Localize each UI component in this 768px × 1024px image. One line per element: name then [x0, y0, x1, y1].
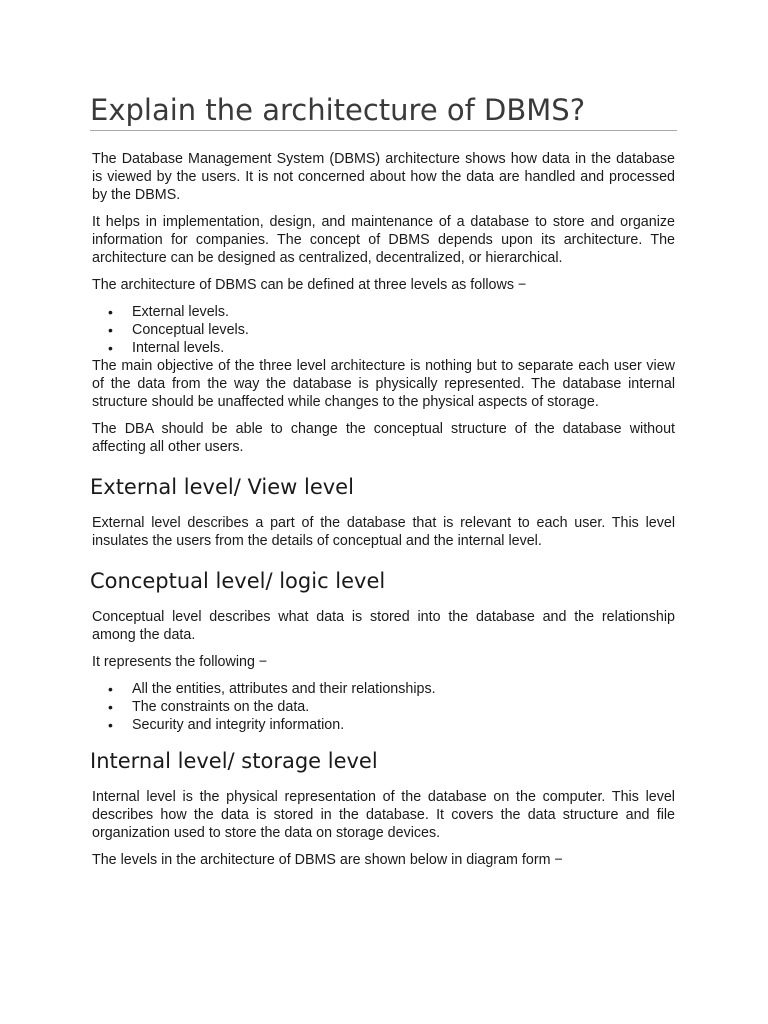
list-item	[108, 303, 675, 321]
list-item	[108, 716, 675, 734]
intro-paragraph-1: The Database Management System (DBMS) architecture shows how data in the database is viewed by the users. It is not concerned about how the data are handled and processed by the DBMS.	[92, 151, 675, 203]
diagram-note-paragraph: The levels in the architecture of DBMS are shown below in diagram form −	[92, 852, 563, 868]
list-item	[108, 698, 675, 716]
bullet-icon: •	[108, 681, 113, 697]
page-title: Explain the architecture of DBMS?	[90, 92, 677, 131]
conceptual-level-heading: Conceptual level/ logic level	[90, 569, 386, 593]
list-item	[108, 680, 675, 698]
external-level-heading: External level/ View level	[90, 475, 354, 499]
intro-paragraph-2: It helps in implementation, design, and maintenance of a database to store and organize information for companies. The concept of DBMS depends upon its architecture. The architecture can be designed as centralized, decentralized, or hierarchical.	[92, 214, 675, 266]
list-item-text: Internal levels.	[132, 340, 225, 356]
conceptual-items-list	[92, 680, 675, 734]
list-item	[108, 321, 675, 339]
objective-paragraph: The main objective of the three level architecture is nothing but to separate each user view of the data from the way the database is physically represented. The database internal structure should be unaffected while changes to the physical aspects of storage.	[92, 358, 675, 410]
list-item	[108, 339, 675, 357]
internal-level-heading: Internal level/ storage level	[90, 749, 378, 773]
conceptual-level-paragraph: Conceptual level describes what data is stored into the database and the relationship among the data.	[92, 609, 675, 643]
list-item-text: The constraints on the data.	[132, 699, 310, 715]
internal-level-paragraph: Internal level is the physical representation of the database on the computer. This level describes how the data is stored in the database. It covers the data structure and file organization used to store the data on storage devices.	[92, 789, 675, 841]
list-item-text: All the entities, attributes and their relationships.	[132, 681, 436, 697]
list-item-text: Security and integrity information.	[132, 717, 345, 733]
dba-paragraph: The DBA should be able to change the conceptual structure of the database without affecting all other users.	[92, 421, 675, 455]
bullet-icon: •	[108, 322, 113, 338]
levels-list	[92, 303, 675, 357]
list-item-text: External levels.	[132, 304, 229, 320]
intro-paragraph-3: The architecture of DBMS can be defined at three levels as follows −	[92, 277, 527, 293]
bullet-icon: •	[108, 699, 113, 715]
list-item-text: Conceptual levels.	[132, 322, 249, 338]
bullet-icon: •	[108, 340, 113, 356]
bullet-icon: •	[108, 717, 113, 733]
external-level-paragraph: External level describes a part of the database that is relevant to each user. This level insulates the users from the details of conceptual and the internal level.	[92, 515, 675, 549]
represents-paragraph: It represents the following −	[92, 654, 268, 670]
bullet-icon: •	[108, 304, 113, 320]
document-page	[92, 92, 675, 869]
